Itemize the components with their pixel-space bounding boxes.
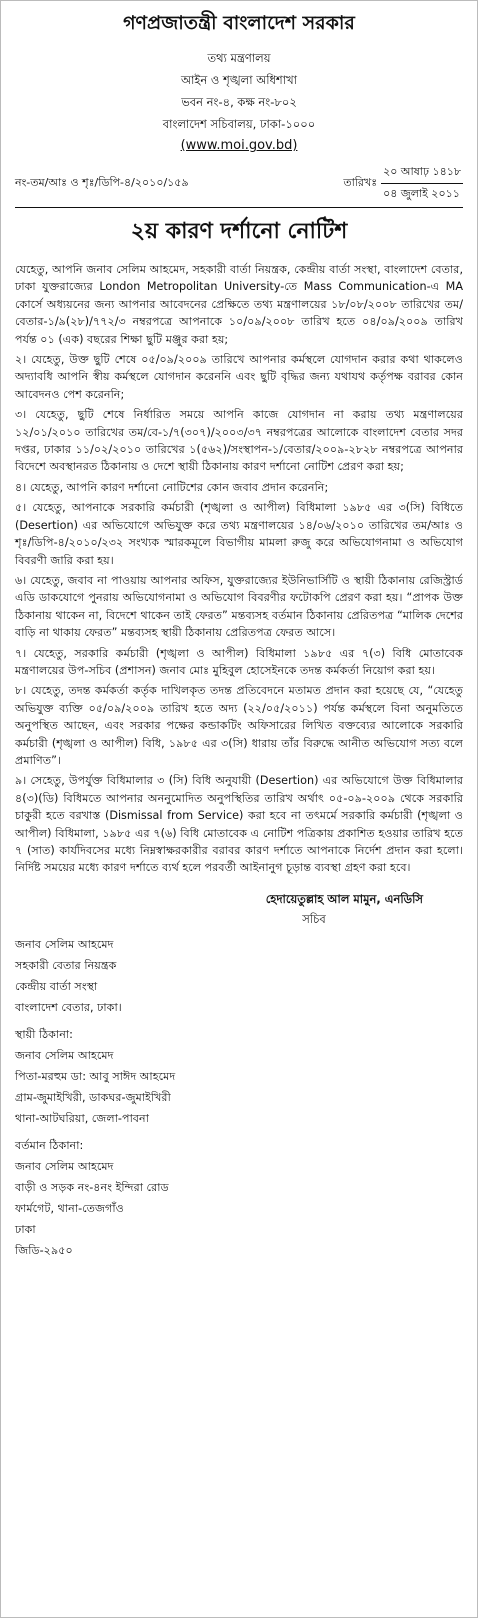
branch-name: আইন ও শৃঙ্খলা অধিশাখা bbox=[181, 73, 297, 87]
address-line: জনাব সেলিম আহমেদ bbox=[15, 1048, 114, 1062]
recipient-line: জনাব সেলিম আহমেদ bbox=[15, 937, 114, 951]
gd-number: জিডি-২৯৫০ bbox=[15, 1243, 73, 1257]
date-bangla: ২০ আষাঢ় ১৪১৮ bbox=[381, 162, 463, 184]
paragraph-8: ৮। যেহেতু, তদন্ত কর্মকর্তা কর্তৃক দাখিলকৃত তদন্ত প্রতিবেদনে মতামত প্রদান করা হয়েছে যে, “যেহেতু অভিযুক্ত ব্যক্তি ০৫/০৯/২০০৯ তারিখ হতে অদ্য (২২/০৫/২০১১) পর্যন্ত কর্মস্থলে বিনা অনুমতিতে অনুপস্থিত আছেন, এবং সরকার পক্ষের কন্ডাকটিং অফিসারের লিখিত বক্তব্যের আলোকে সরকারি কর্মচারী (শৃঙ্খলা ও আপীল) বিধি, ১৯৮৫ এর ৩(সি) ধারায় তাঁর বিরুদ্ধে আনীত অভিযোগ সত্য বলে প্রমাণিত”। bbox=[15, 684, 463, 767]
recipient-block bbox=[15, 934, 463, 1018]
paragraph-7: ৭। যেহেতু, সরকারি কর্মচারী (শৃঙ্খলা ও আপীল) বিধিমালা ১৯৮৫ এর ৭(৩) বিধি মোতাবেক মন্ত্রণালয়ের উপ-সচিব (প্রশাসন) জনাব মোঃ মুহিবুল হোসেইনকে তদন্ত কর্মকর্তা নিয়োগ করা হয়। bbox=[15, 646, 463, 677]
address-line: পিতা-মরহুম ডা: আবু সাঈদ আহমেদ bbox=[15, 1069, 176, 1083]
date-label: তারিখঃ bbox=[343, 175, 378, 189]
address-line: থানা-আটঘরিয়া, জেলা-পাবনা bbox=[15, 1111, 149, 1125]
government-title: গণপ্রজাতন্ত্রী বাংলাদেশ সরকার bbox=[123, 12, 355, 34]
paragraph-2: ২। যেহেতু, উক্ত ছুটি শেষে ০৫/০৯/২০০৯ তারিখে আপনার কর্মস্থলে যোগদান করার কথা থাকলেও অদ্যাবধি আপনি স্বীয় কর্মস্থলে যোগদান করেননি এবং ছুটি বৃদ্ধির জন্য যথাযথ কর্তৃপক্ষ বরাবর কোন আবেদনও পেশ করেননি; bbox=[15, 353, 463, 401]
address-line: জনাব সেলিম আহমেদ bbox=[15, 1159, 114, 1173]
paragraph-5: ৫। যেহেতু, আপনাকে সরকারি কর্মচারী (শৃঙ্খলা ও আপীল) বিধিমালা ১৯৮৫ এর ৩(সি) বিধিতে (Desertion) এর অভিযোগে অভিযুক্ত করে তথ্য মন্ত্রণালয়ের ১৪/০৬/২০১০ তারিখের তম/আঃ ও শৃঃ/ডিপি-৪/২০১০/২৩২ সংখ্যক স্মারকমূলে বিভাগীয় মামলা রুজু করে অভিযোগনামা ও অভিযোগ বিবরণী জারি করা হয়। bbox=[15, 501, 463, 567]
date-block bbox=[343, 162, 463, 205]
address-line: ঢাকা bbox=[15, 1222, 36, 1236]
permanent-address-block bbox=[15, 1024, 463, 1129]
recipient-line: কেন্দ্রীয় বার্তা সংস্থা bbox=[15, 979, 98, 993]
date-gregorian: ০৪ জুলাই ২০১১ bbox=[383, 186, 460, 200]
paragraph-6: ৬। যেহেতু, জবাব না পাওয়ায় আপনার অফিস, যুক্তরাজ্যের ইউনিভার্সিটি ও স্থায়ী ঠিকানায় রেজিস্ট্রার্ড এডি ডাকযোগে পুনরায় অভিযোগনামা ও অভিযোগ বিবরণীর ফটোকপি প্রেরণ করা হয়। “প্রাপক উক্ত ঠিকানায় থাকেন না, বিদেশে থাকেন তাই ফেরত” মন্তব্যসহ বর্তমান ঠিকানায় প্রেরিতপত্র “মালিক দেশের বাড়ি না থাকায় ফেরত” মন্তব্যসহ স্থায়ী ঠিকানায় প্রেরিতপত্র ফেরত আসে। bbox=[15, 573, 463, 640]
address-line: গ্রাম-জুমাইখিরী, ডাকঘর-জুমাইখিরী bbox=[15, 1090, 171, 1104]
notice-body bbox=[15, 261, 463, 877]
recipient-line: বাংলাদেশ বেতার, ঢাকা। bbox=[15, 1000, 122, 1014]
ministry-name: তথ্য মন্ত্রণালয় bbox=[207, 51, 271, 65]
permanent-address-heading: স্থায়ী ঠিকানা: bbox=[15, 1027, 73, 1041]
recipient-line: সহকারী বেতার নিয়ন্ত্রক bbox=[15, 958, 117, 972]
present-address-heading: বর্তমান ঠিকানা: bbox=[15, 1138, 84, 1152]
ministry-website-link[interactable]: (www.moi.gov.bd) bbox=[180, 138, 298, 153]
address-line: বাড়ী ও সড়ক নং-৪নং ইন্দিরা রোড bbox=[15, 1180, 169, 1194]
signatory-name: হেদায়েতুল্লাহ আল মামুন, এনডিসি bbox=[265, 891, 423, 906]
building-room: ভবন নং-৪, কক্ষ নং-৮০২ bbox=[181, 95, 297, 109]
secretariat-address: বাংলাদেশ সচিবালয়, ঢাকা-১০০০ bbox=[162, 117, 316, 131]
present-address-block bbox=[15, 1135, 463, 1261]
paragraph-9: ৯। সেহেতু, উপর্যুক্ত বিধিমালার ৩ (সি) বিধি অনুযায়ী (Desertion) এর অভিযোগে উক্ত বিধিমালার ৪(৩)(ডি) বিধিমতে আপনার অননুমোদিত অনুপস্থিতির তারিখ অর্থাৎ ০৫-০৯-২০০৯ থেকে সরকারি চাকুরী হতে বরখাস্ত (Dismissal from Service) করা হবে না তৎমর্মে সরকারি কর্মচারী (শৃঙ্খলা ও আপীল) বিধিমালা, ১৯৮৫ এর ৭(৬) বিধি মোতাবেক এ নোটিশ পত্রিকায় প্রকাশিত হওয়ার তারিখ হতে ৭ (সাত) কার্যদিবসের মধ্যে নিম্নস্বাক্ষরকারীর বরাবর কারণ দর্শাতে আপনাকে নির্দেশ প্রদান করা হলো। নির্দিষ্ট সময়ের মধ্যে কারণ দর্শাতে ব্যর্থ হলে পরবর্তী আইনানুগ চূড়ান্ত ব্যবস্থা গ্রহণ করা হবে। bbox=[15, 774, 463, 875]
notice-title: ২য় কারণ দর্শানো নোটিশ bbox=[130, 219, 348, 244]
signatory-title: সচিব bbox=[302, 911, 326, 926]
paragraph-1: যেহেতু, আপনি জনাব সেলিম আহমেদ, সহকারী বার্তা নিয়ন্ত্রক, কেন্দ্রীয় বার্তা সংস্থা, বাংলাদেশ বেতার, ঢাকা যুক্তরাজ্যের London Metropolitan University-তে Mass Communication-এ MA কোর্সে অধ্যয়নের জন্য আপনার আবেদনের প্রেক্ষিতে তথ্য মন্ত্রণালয়ের ১৮/০৮/২০০৮ তারিখের তম/বেতার-১/৯(২৮)/৭৭২/৩ নম্বরপত্রে আপনাকে ১০/০৯/২০০৮ তারিখ হতে ০৪/০৯/২০০৯ তারিখ পর্যন্ত ০১ (এক) বছরের শিক্ষা ছুটি মঞ্জুর করা হয়; bbox=[15, 263, 463, 346]
divider bbox=[15, 207, 463, 208]
address-line: ফার্মগেট, থানা-তেজগাঁও bbox=[15, 1201, 124, 1215]
paragraph-4: ৪। যেহেতু, আপনি কারণ দর্শানো নোটিশের কোন জবাব প্রদান করেননি; bbox=[15, 480, 329, 494]
paragraph-3: ৩। যেহেতু, ছুটি শেষে নির্ধারিত সময়ে আপনি কাজে যোগদান না করায় তথ্য মন্ত্রণালয়ের ১২/০১/২০১০ তারিখের তম/বে-১/৭(৩০৭)/২০০৩/৩৭ নম্বরপত্রের আলোকে বাংলাদেশ বেতার সদর দপ্তর, ঢাকার ১১/০২/২০১০ তারিখের ১(৫৬২)/সংস্থাপন-১/বেতার/২০০৯-২৮২৮ নম্বরপত্রে আপনার বিদেশে অবস্থানরত ঠিকানায় ও দেশে স্থায়ী ঠিকানায় কারণ দর্শানো নোটিশ প্রেরণ করা হয়; bbox=[15, 408, 463, 474]
reference-row bbox=[15, 163, 463, 203]
dates bbox=[381, 162, 463, 205]
letterhead bbox=[15, 9, 463, 157]
reference-number: নং-তম/আঃ ও শৃঃ/ডিপি-৪/২০১০/১৫৯ bbox=[15, 175, 189, 189]
